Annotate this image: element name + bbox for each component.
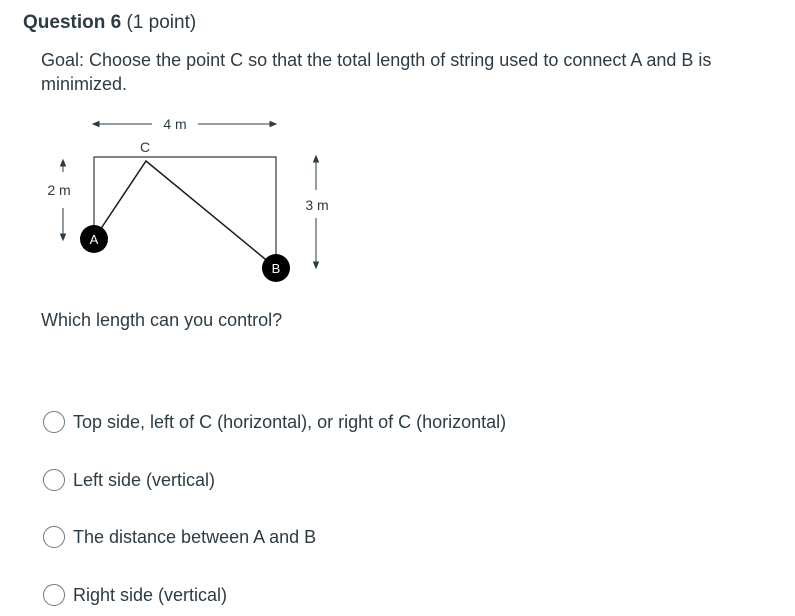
radio-button[interactable] — [43, 411, 65, 433]
option-label: Right side (vertical) — [73, 585, 228, 605]
option-label: Left side (vertical) — [73, 470, 216, 490]
question-prompt: Which length can you control? — [41, 310, 283, 330]
option-label: The distance between A and B — [73, 527, 317, 547]
option-right-side[interactable] — [43, 582, 227, 608]
option-left-side[interactable] — [43, 467, 215, 493]
point-c-label: C — [139, 139, 151, 155]
option-label: Top side, left of C (horizontal), or right of C (horizontal) — [73, 412, 507, 432]
question-title: Question 6 — [23, 12, 122, 33]
string-path — [94, 161, 276, 268]
left-dimension-arrow — [61, 160, 66, 240]
option-distance-a-b[interactable] — [43, 524, 316, 550]
radio-button[interactable] — [43, 526, 65, 548]
goal-text: Goal: Choose the point C so that the total length of string used to connect A and B is minimized. — [41, 50, 712, 94]
question-points: (1 point) — [126, 12, 197, 33]
left-height-label: 2 m — [47, 182, 71, 198]
option-top-side[interactable] — [43, 409, 506, 435]
point-a-label: A — [89, 232, 99, 247]
frame-outline — [94, 157, 276, 268]
point-b-marker — [262, 254, 290, 282]
point-a-marker — [80, 225, 108, 253]
right-height-label: 3 m — [305, 197, 329, 213]
point-b-label: B — [271, 261, 281, 276]
radio-button[interactable] — [43, 584, 65, 606]
radio-button[interactable] — [43, 469, 65, 491]
top-width-label: 4 m — [163, 116, 187, 132]
